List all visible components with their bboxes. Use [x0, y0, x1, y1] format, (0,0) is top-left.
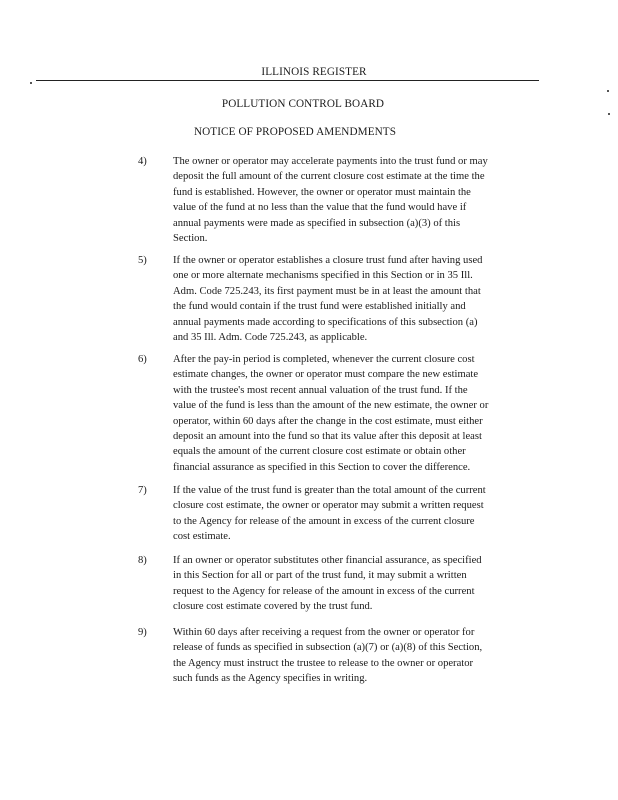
text-line: If the owner or operator establishes a closure trust fund after having used — [173, 255, 483, 266]
text-line: annual payments made according to specifications of this subsection (a) — [173, 316, 478, 328]
item-text — [173, 625, 548, 687]
item-text — [173, 253, 548, 345]
scan-speck — [608, 113, 610, 115]
text-line: with the trustee's most recent annual valuation of the trust fund. If the — [173, 384, 468, 396]
text-line: If an owner or operator substitutes other financial assurance, as specified — [173, 555, 482, 566]
item-number: 4) — [138, 156, 147, 167]
text-line: cost estimate. — [173, 531, 231, 543]
text-line: the fund would contain if the trust fund were established initially and — [173, 301, 466, 313]
item-text — [173, 154, 548, 246]
notice-title: NOTICE OF PROPOSED AMENDMENTS — [193, 126, 397, 138]
text-line: such funds as the Agency specifies in writing. — [173, 673, 368, 685]
text-line: financial assurance as specified in this Section to cover the difference. — [173, 461, 471, 473]
text-line: The owner or operator may accelerate payments into the trust fund or may — [173, 156, 488, 167]
text-line: release of funds as specified in subsection (a)(7) or (a)(8) of this Section, — [173, 642, 483, 654]
scan-speck — [607, 90, 609, 92]
item-number: 6) — [138, 354, 147, 365]
text-line: deposit the full amount of the current closure cost estimate at the time the — [173, 171, 485, 183]
text-line: After the pay-in period is completed, whenever the current closure cost — [173, 354, 475, 365]
text-line: one or more alternate mechanisms specified in this Section or in 35 Ill. — [173, 270, 473, 282]
text-line: to the Agency for release of the amount in excess of the current closure — [173, 515, 475, 527]
header-rule — [36, 80, 539, 81]
text-line: request to the Agency for release of the amount in excess of the current — [173, 585, 475, 597]
text-line: closure cost estimate covered by the trust fund. — [173, 601, 373, 613]
item-text — [173, 483, 548, 545]
item-number: 5) — [138, 255, 147, 266]
text-line: Section. — [173, 233, 208, 245]
text-line: value of the fund is less than the amount of the new estimate, the owner or — [173, 400, 489, 412]
item-number: 8) — [138, 555, 147, 566]
text-line: deposit an amount into the fund so that its value after this deposit at least — [173, 431, 482, 443]
scan-speck — [30, 82, 32, 84]
board-title: POLLUTION CONTROL BOARD — [221, 98, 385, 110]
text-line: in this Section for all or part of the trust fund, it may submit a written — [173, 570, 467, 582]
item-text — [173, 553, 548, 615]
text-line: Adm. Code 725.243, its first payment must be in at least the amount that — [173, 285, 481, 297]
text-line: the Agency must instruct the trustee to release to the owner or operator — [173, 657, 474, 669]
text-line: annual payments were made as specified in subsection (a)(3) of this — [173, 217, 461, 229]
text-line: value of the fund at no less than the value that the fund would have if — [173, 202, 467, 214]
text-line: If the value of the trust fund is greater than the total amount of the current — [173, 485, 486, 496]
item-text — [173, 352, 548, 475]
text-line: closure cost estimate, the owner or operator may submit a written request — [173, 500, 484, 512]
item-number: 9) — [138, 627, 147, 638]
text-line: operator, within 60 days after the change in the cost estimate, must either — [173, 415, 483, 427]
text-line: Within 60 days after receiving a request from the owner or operator for — [173, 627, 475, 638]
text-line: estimate changes, the owner or operator must compare the new estimate — [173, 369, 479, 381]
text-line: fund is established. However, the owner or operator must maintain the — [173, 186, 471, 198]
text-line: equals the amount of the current closure cost estimate or obtain other — [173, 446, 466, 458]
item-number: 7) — [138, 485, 147, 496]
text-line: and 35 Ill. Adm. Code 725.243, as applicable. — [173, 332, 368, 344]
register-title: ILLINOIS REGISTER — [261, 66, 367, 78]
